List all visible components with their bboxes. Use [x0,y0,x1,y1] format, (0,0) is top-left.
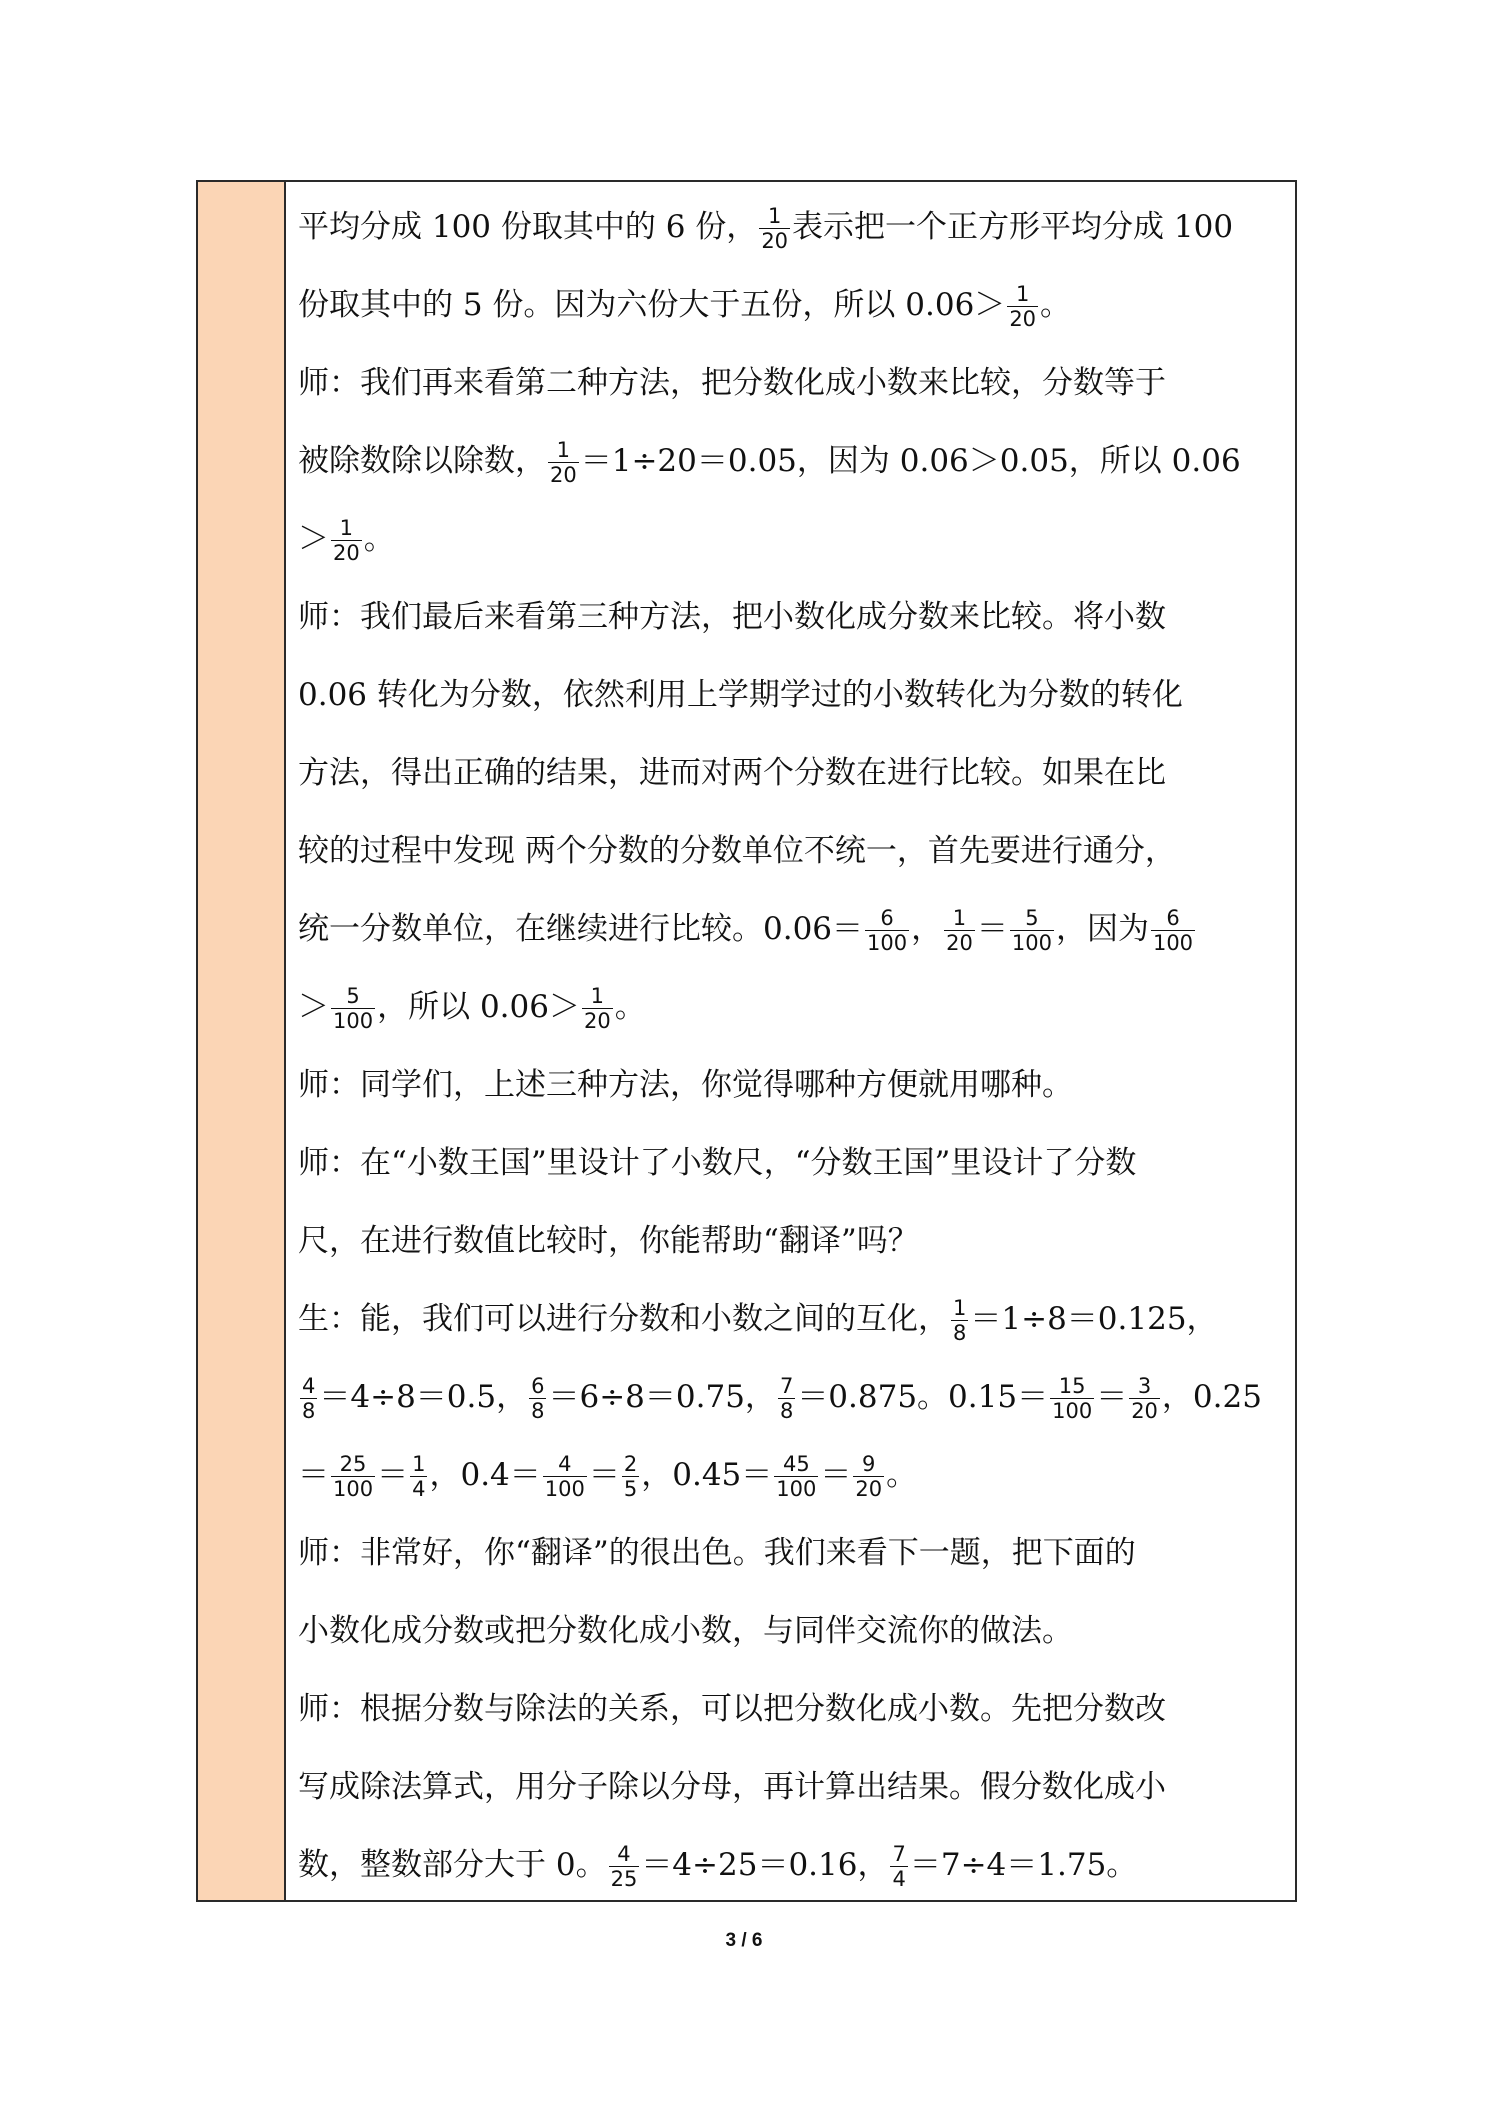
text-run: 。 [886,1457,918,1493]
fraction-numerator: 1 [944,906,975,931]
fraction [865,906,909,955]
text-line [298,1670,1288,1748]
fraction-denominator: 20 [550,463,577,487]
fraction-numerator: 7 [892,1842,906,1866]
lesson-text [298,188,1288,1904]
text-run: ＝4÷25＝0.16， [641,1847,889,1883]
fraction-denominator: 20 [855,1477,883,1501]
fraction [944,906,975,955]
fraction [1129,1374,1160,1423]
text-line [298,1202,1288,1280]
text-run: ， [911,911,943,947]
fraction-numerator: 7 [779,1374,794,1398]
fraction-numerator: 9 [853,1452,884,1477]
fraction-denominator: 20 [1009,307,1037,331]
fraction-denominator: 8 [531,1399,545,1423]
text-run: 表示把一个正方形平均分成 100 [792,209,1234,245]
text-run: 。 [1040,287,1072,323]
fraction-numerator: 1 [548,438,579,463]
text-line [298,890,1288,968]
text-run: 师：根据分数与除法的关系，可以把分数化成小数。先把分数改 [298,1691,1166,1727]
text-line [298,266,1288,344]
fraction-numerator: 3 [1129,1374,1160,1399]
fraction [331,984,375,1033]
text-run: ，因为 [1055,911,1149,947]
fraction-denominator: 8 [302,1399,316,1423]
text-line [298,968,1288,1046]
text-run: 师：在“小数王国”里设计了小数尺，“分数王国”里设计了分数 [298,1145,1137,1181]
text-line [298,1514,1288,1592]
fraction [1010,906,1054,955]
text-run: ＝0.875。0.15＝ [797,1379,1049,1415]
text-line [298,1046,1288,1124]
text-run: 。 [614,989,646,1025]
fraction-denominator: 100 [333,1009,374,1033]
text-run: ，所以 0.06＞ [377,989,580,1025]
text-run: 0.06 转化为分数，依然利用上学期学过的小数转化为分数的转化 [298,677,1183,713]
text-run: 方法，得出正确的结果，进而对两个分数在进行比较。如果在比 [298,755,1166,791]
fraction [1050,1374,1094,1423]
fraction-numerator: 1 [331,516,362,541]
fraction [1151,906,1195,955]
text-run: ，0.45＝ [641,1457,773,1493]
fraction-numerator: 4 [609,1842,640,1867]
fraction [331,1452,375,1501]
text-run: 份取其中的 5 份。因为六份大于五份，所以 0.06＞ [298,287,1006,323]
fraction [300,1374,317,1423]
fraction-denominator: 5 [623,1477,638,1501]
fraction-denominator: 100 [1152,931,1194,955]
fraction [951,1296,968,1345]
text-run: ＞ [298,989,329,1025]
fraction [548,438,579,487]
text-line [298,1592,1288,1670]
fraction-numerator: 1 [953,1296,967,1320]
text-run: 统一分数单位，在继续进行比较。0.06＝ [298,911,864,947]
text-line [298,1280,1288,1358]
text-run: ＝ [976,911,1008,947]
text-run: 师：我们再来看第二种方法，把分数化成小数来比较，分数等于 [298,365,1166,401]
text-run: 平均分成 100 份取其中的 6 份， [298,209,758,245]
text-run: ，0.4＝ [429,1457,541,1493]
fraction-denominator: 100 [544,1477,585,1501]
text-line [298,812,1288,890]
text-line [298,578,1288,656]
fraction-denominator: 100 [1052,1399,1093,1423]
fraction-numerator: 25 [331,1452,375,1477]
fraction-numerator: 45 [774,1452,818,1477]
text-line [298,1358,1288,1436]
fraction [853,1452,884,1501]
text-run: ＞ [298,521,329,557]
text-run: ＝ [298,1457,329,1493]
left-column-shaded [196,180,286,1902]
fraction-denominator: 25 [610,1867,638,1891]
text-run: 尺，在进行数值比较时，你能帮助“翻译”吗？ [298,1223,919,1259]
fraction-numerator: 6 [1151,906,1195,931]
text-run: ＝ [1096,1379,1128,1415]
fraction-numerator: 2 [623,1452,638,1476]
fraction [331,516,362,565]
text-line [298,1748,1288,1826]
text-run: ，0.25 [1161,1379,1262,1415]
fraction [774,1452,818,1501]
text-line [298,656,1288,734]
fraction-denominator: 100 [776,1477,817,1501]
fraction [759,204,790,253]
text-run: 被除数除以除数， [298,443,546,479]
fraction-denominator: 100 [333,1477,374,1501]
fraction-numerator: 1 [759,204,790,229]
text-run: ＝6÷8＝0.75， [548,1379,776,1415]
text-line [298,344,1288,422]
text-line [298,1826,1288,1904]
fraction-numerator: 5 [1010,906,1054,931]
fraction-numerator: 4 [302,1374,316,1398]
fraction [778,1374,795,1423]
fraction-denominator: 100 [1011,931,1052,955]
fraction [582,984,613,1033]
fraction-numerator: 15 [1050,1374,1094,1399]
fraction-numerator: 4 [543,1452,587,1477]
fraction-denominator: 20 [946,931,973,955]
text-line [298,188,1288,266]
fraction-denominator: 20 [583,1009,611,1033]
fraction-denominator: 8 [953,1321,967,1345]
text-run: 小数化成分数或把分数化成小数，与同伴交流你的做法。 [298,1613,1073,1649]
text-run: ＝ [820,1457,852,1493]
text-run: 师：我们最后来看第三种方法，把小数化成分数来比较。将小数 [298,599,1166,635]
text-line [298,1124,1288,1202]
text-run: 师：非常好，你“翻译”的很出色。我们来看下一题，把下面的 [298,1535,1136,1571]
text-run: 较的过程中发现 两个分数的分数单位不统一，首先要进行通分， [298,833,1176,869]
text-run: ＝4÷8＝0.5， [319,1379,528,1415]
text-line [298,734,1288,812]
text-run: ＝ [377,1457,409,1493]
text-run: 。 [363,521,395,557]
fraction-numerator: 1 [1007,282,1038,307]
fraction-denominator: 100 [867,931,908,955]
fraction-denominator: 20 [761,229,789,253]
fraction [890,1842,907,1891]
text-run: 师：同学们，上述三种方法，你觉得哪种方便就用哪种。 [298,1067,1073,1103]
text-run: ＝1÷20＝0.05，因为 0.06＞0.05，所以 0.06 [580,443,1241,479]
fraction [622,1452,639,1501]
fraction-numerator: 1 [412,1452,426,1476]
fraction-denominator: 20 [333,541,360,565]
fraction-denominator: 4 [892,1867,906,1891]
fraction-numerator: 6 [531,1374,545,1398]
text-run: ＝7÷4＝1.75。 [909,1847,1138,1883]
fraction-denominator: 8 [779,1399,794,1423]
fraction-numerator: 6 [865,906,909,931]
text-run: 数，整数部分大于 0。 [298,1847,607,1883]
text-run: ＝ [588,1457,620,1493]
text-run: ＝1÷8＝0.125， [970,1301,1218,1337]
fraction [1007,282,1038,331]
page-number: 3 / 6 [725,1930,763,1951]
text-run: 生：能，我们可以进行分数和小数之间的互化， [298,1301,949,1337]
fraction-denominator: 20 [1131,1399,1158,1423]
text-run: 写成除法算式，用分子除以分母，再计算出结果。假分数化成小 [298,1769,1166,1805]
fraction [529,1374,546,1423]
fraction [543,1452,587,1501]
fraction-numerator: 1 [582,984,613,1009]
fraction-numerator: 5 [331,984,375,1009]
fraction [410,1452,427,1501]
fraction [609,1842,640,1891]
text-line [298,1436,1288,1514]
fraction-denominator: 4 [412,1477,426,1501]
text-line [298,422,1288,500]
text-line [298,500,1288,578]
